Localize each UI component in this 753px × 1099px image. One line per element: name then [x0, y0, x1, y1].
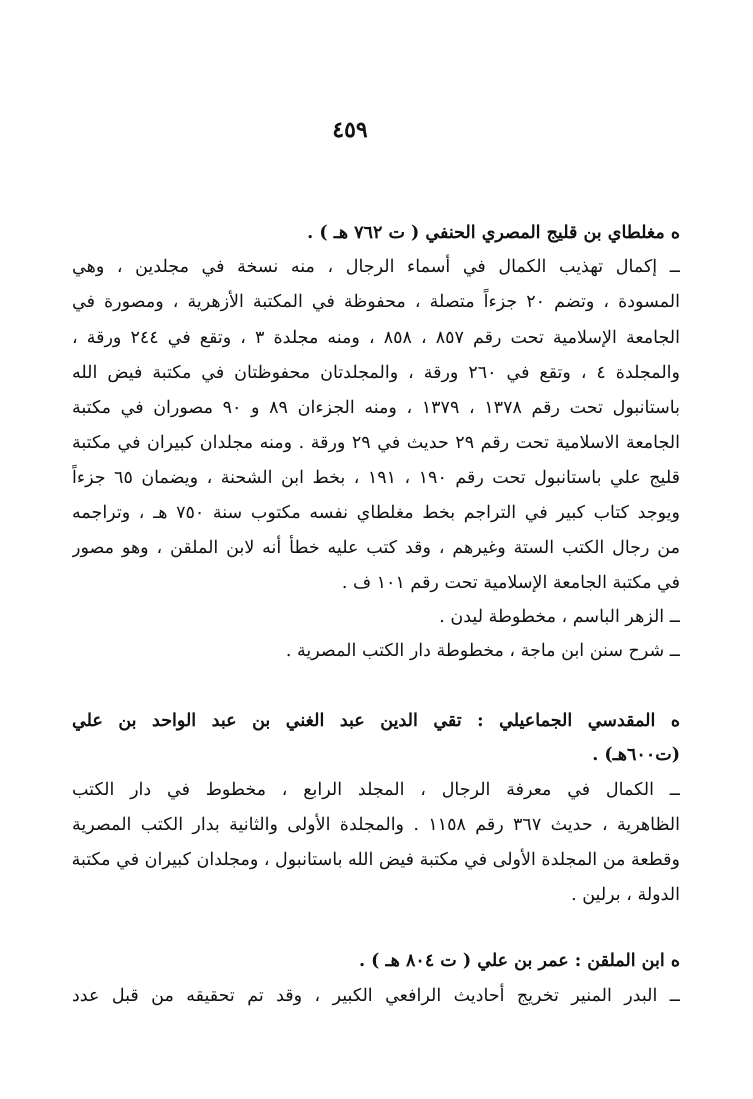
text-line: الجامعة الإسلامية تحت رقم ٨٥٧ ، ٨٥٨ ، ومنه مجلدة ٣ ، وتقع في ٢٤٤ ورقة ،	[72, 328, 680, 348]
text-line: المسودة ، وتضم ٢٠ جزءاً متصلة ، محفوظة في المكتبة الأزهرية ، ومصورة في	[72, 292, 680, 312]
entry-heading-ibn-al-mulaqqin: ه ابن الملقن : عمر بن علي ( ت ٨٠٤ هـ ) .	[359, 951, 680, 971]
text-line: ــ إكمال تهذيب الكمال في أسماء الرجال ، منه نسخة في مجلدين ، وهي	[72, 257, 680, 277]
text-line: الجامعة الاسلامية تحت رقم ٢٩ حديث في ٢٩ ورقة . ومنه مجلدان كبيران في مكتبة	[72, 433, 680, 453]
text-line: ــ الزهر الباسم ، مخطوطة ليدن .	[439, 607, 680, 627]
text-line: ــ الكمال في معرفة الرجال ، المجلد الرابع ، مخطوط في دار الكتب	[72, 780, 680, 800]
text-line: من رجال الكتب الستة وغيرهم ، وقد كتب عليه خطأ أنه لابن الملقن ، وهو مصور	[72, 538, 680, 558]
entry-heading-mughlatay: ه مغلطاي بن قليج المصري الحنفي ( ت ٧٦٢ هـ ) .	[307, 223, 680, 243]
text-line: الظاهرية ، حديث ٣٦٧ رقم ١١٥٨ . والمجلدة الأولى والثانية بدار الكتب المصرية	[72, 815, 680, 835]
text-line: في مكتبة الجامعة الإسلامية تحت رقم ١٠١ ف .	[341, 573, 680, 593]
text-line: ــ شرح سنن ابن ماجة ، مخطوطة دار الكتب المصرية .	[285, 641, 680, 661]
text-line: ويوجد كتاب كبير في التراجم بخط مغلطاي نفسه مكتوب سنة ٧٥٠ هـ ، وتراجمه	[72, 503, 680, 523]
text-line: ــ البدر المنير تخريج أحاديث الرافعي الكبير ، وقد تم تحقيقه من قبل عدد	[72, 986, 680, 1006]
entry-heading-maqdisi: ه المقدسي الجماعيلي : تقي الدين عبد الغني بن عبد الواحد بن علي	[72, 711, 680, 731]
text-line: باستانبول تحت رقم ١٣٧٨ ، ١٣٧٩ ، ومنه الجزءان ٨٩ و ٩٠ مصوران في مكتبة	[72, 398, 680, 418]
text-line: الدولة ، برلين .	[571, 885, 680, 905]
text-line: وقطعة من المجلدة الأولى في مكتبة فيض الله باستانبول ، ومجلدان كبيران في مكتبة	[72, 850, 680, 870]
text-line: والمجلدة ٤ ، وتقع في ٢٦٠ ورقة ، والمجلدتان محفوظتان في مكتبة فيض الله	[72, 363, 680, 383]
page-number: ٤٥٩	[332, 117, 368, 143]
text-line: قليج علي باستانبول تحت رقم ١٩٠ ، ١٩١ ، بخط ابن الشحنة ، ويضمان ٦٥ جزءاً	[72, 468, 680, 488]
entry-heading-maqdisi-date: (ت٦٠٠هـ) .	[592, 745, 680, 765]
